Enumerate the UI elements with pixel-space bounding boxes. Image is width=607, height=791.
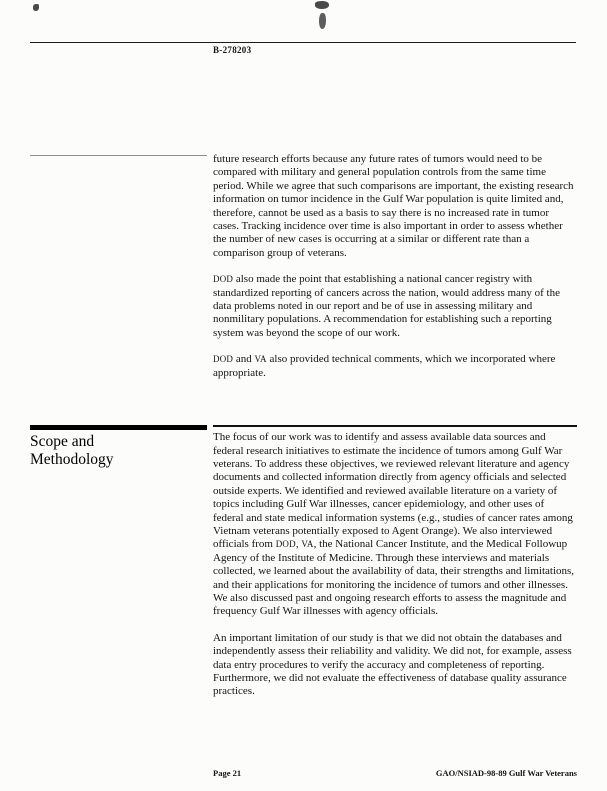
- document-reference: B-278203: [213, 45, 252, 55]
- document-section: [30, 425, 577, 712]
- document-section: [30, 153, 577, 393]
- continuation-rule: [30, 155, 207, 156]
- section-heading-bar: [30, 425, 207, 430]
- page-number: Page 21: [213, 768, 242, 778]
- header-rule: [30, 42, 576, 43]
- body-paragraph: The focus of our work was to identify and assess available data sources and federal research initiatives to estimate the incidence of tumors among Gulf War veterans. To address these objectives, we reviewed relevant literature and agency documents and collected information directly from agency officials and selected outside experts. We identified and reviewed available literature on a variety of topics including Gulf War illnesses, cancer epidemiology, and other uses of federal and state medical information systems (e.g., studies of cancer rates among Vietnam veterans potentially exposed to Agent Orange). We also interviewed officials from DOD, VA, the National Cancer Institute, and the Medical Followup Agency of the Institute of Medicine. Through these interviews and materials collected, we learned about the availability of data, their strengths and limitations, and their applications for monitoring the incidence of tumors and other illnesses. We also discussed past and ongoing research efforts to assess the magnitude and frequency Gulf War illnesses with agency officials.: [213, 431, 575, 618]
- scan-artifact: [315, 1, 330, 10]
- scan-artifact: [319, 13, 326, 29]
- section-heading: Scope and Methodology: [30, 433, 114, 468]
- page-footer: [213, 768, 577, 778]
- body-paragraph: DOD also made the point that establishing a national cancer registry with standardized reporting of cancers across the nation, would address many of the data problems noted in our report and be of use in assessing military and nonmilitary populations. A recommendation for establishing such a reporting system was beyond the scope of our work.: [213, 273, 560, 339]
- section-body-column: [213, 153, 577, 393]
- body-paragraph: DOD and VA also provided technical comments, which we incorporated where appropriate.: [213, 353, 556, 379]
- section-heading-column: [30, 153, 213, 393]
- report-id: GAO/NSIAD-98-89 Gulf War Veterans: [435, 768, 577, 778]
- section-heading-column: [30, 425, 213, 712]
- body-paragraph: future research efforts because any future rates of tumors would need to be compared with military and general population controls from the same time period. While we agree that such comparisons are important, the existing research information on tumor incidence in the Gulf War population is quite limited and, therefore, cannot be used as a basis to say there is no increased rate in tumor cases. Tracking incidence over time is also important in order to assess whether the number of new cases is occurring at a similar or different rate than a comparison group of veterans.: [213, 153, 574, 259]
- section-divider-rule: [213, 425, 577, 427]
- body-paragraph: An important limitation of our study is that we did not obtain the databases and independently assess their reliability and validity. We did not, for example, assess data entry procedures to verify the accuracy and completeness of reporting. Furthermore, we did not evaluate the effectiveness of database quality assurance practices.: [213, 631, 572, 698]
- section-body-column: [213, 425, 577, 712]
- scan-artifact: [33, 4, 39, 11]
- sections: [30, 153, 577, 712]
